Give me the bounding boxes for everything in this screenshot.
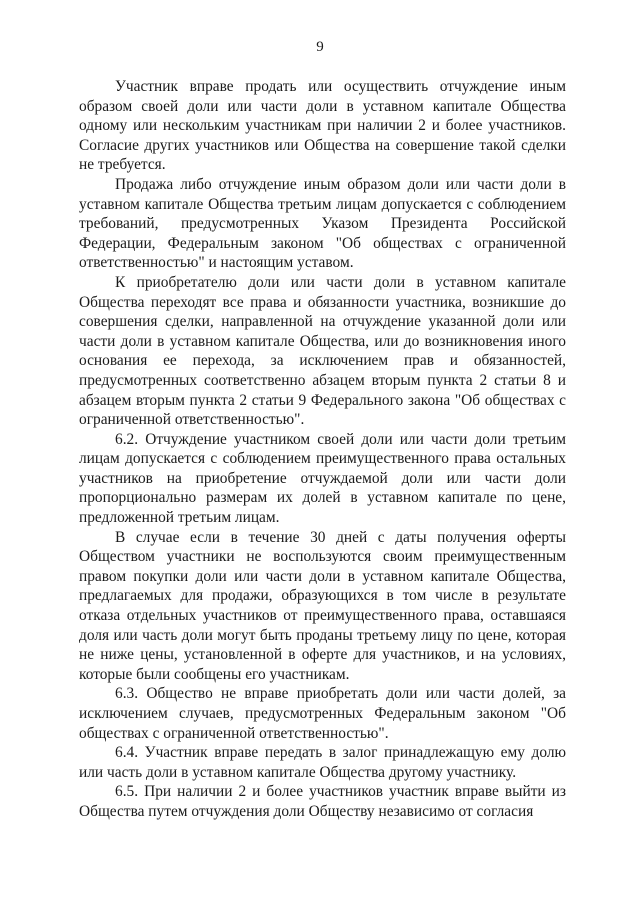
paragraph-share-sale-to-participants: Участник вправе продать или осуществить отчуждение иным образом своей доли или части доли в уставном капитале Общества одному или нескольким участникам при наличии 2 и более участников. Согласие других участников или Общества на совершение такой сделки не требуется. xyxy=(79,78,566,174)
page-number: 9 xyxy=(316,39,324,55)
document-body xyxy=(79,77,566,822)
paragraph-acquirer-rights: К приобретателю доли или части доли в уставном капитале Общества переходят все права и обязанности участника, возникшие до совершения сделки, направленной на отчуждение указанной доли или части доли в уставном капитале Общества, или до возникновения иного основания ее перехода, за исключением прав и обязанностей, предусмотренных соответственно абзацем вторым пункта 2 статьи 8 и абзацем вторым пункта 2 статьи 9 Федерального закона "Об обществах с ограниченной ответственностью". xyxy=(79,273,566,429)
paragraph-offer-30-days: В случае если в течение 30 дней с даты получения оферты Обществом участники не воспользуются своим преимущественным правом покупки доли или части доли в уставном капитале Общества, предлагаемых для продажи, образующихся в том числе в результате отказа отдельных участников от преимущественного права, оставшаяся доля или часть доли могут быть проданы третьему лицу по цене, которая не ниже цены, установленной в оферте для участников, и на условиях, которые были сообщены его участникам. xyxy=(79,528,566,683)
paragraph-clause-6-3: 6.3. Общество не вправе приобретать доли или части долей, за исключением случаев, предусмотренных Федеральным законом "Об обществах с ограниченной ответственностью". xyxy=(79,685,566,742)
paragraph-clause-6-2: 6.2. Отчуждение участником своей доли или части доли третьим лицам допускается с соблюдением преимущественного права остальных участников на приобретение отчуждаемой доли или части доли пропорционально размерам их долей в уставном капитале по цене, предложенной третьим лицам. xyxy=(79,430,566,527)
paragraph-clause-6-5: 6.5. При наличии 2 и более участников участник вправе выйти из Общества путем отчуждения доли Обществу независимо от согласия xyxy=(79,783,566,820)
paragraph-share-sale-to-third-parties: Продажа либо отчуждение иным образом доли или части доли в уставном капитале Общества третьим лицам допускается с соблюдением требований, предусмотренных Указом Президента Российской Федерации, Федеральным законом "Об обществах с ограниченной ответственностью" и настоящим уставом. xyxy=(79,175,566,272)
paragraph-clause-6-4: 6.4. Участник вправе передать в залог принадлежащую ему долю или часть доли в уставном капитале Общества другому участнику. xyxy=(79,744,566,781)
